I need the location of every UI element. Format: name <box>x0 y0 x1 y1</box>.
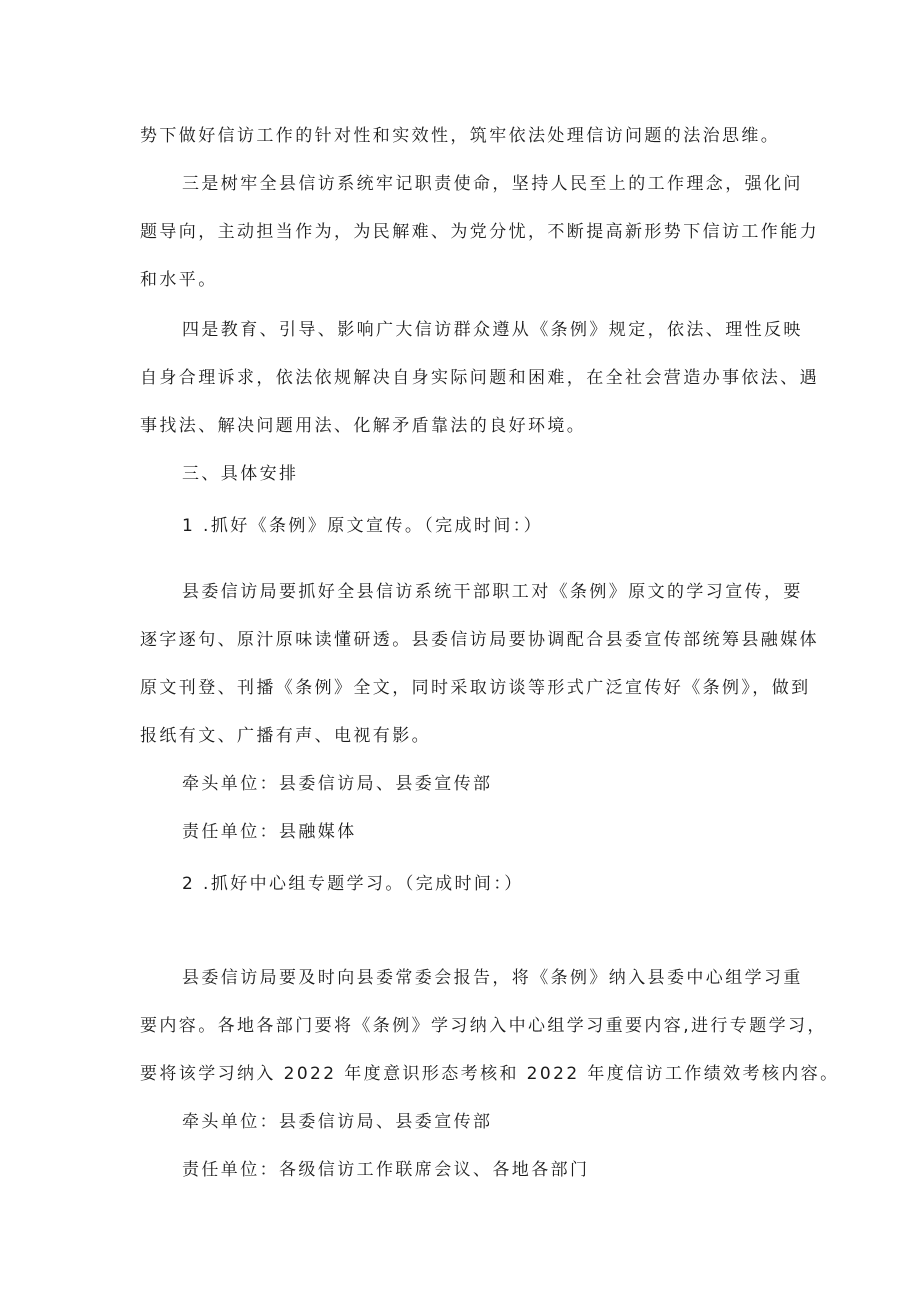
item-title-2: 2 .抓好中心组专题学习。（完成时间：） <box>182 874 524 894</box>
paragraph-line: 和水平。 <box>140 270 218 290</box>
paragraph-line: 县委信访局要抓好全县信访系统干部职工对《条例》原文的学习宣传，要 <box>182 582 803 602</box>
lead-unit-1: 牵头单位：县委信访局、县委宣传部 <box>182 774 493 794</box>
responsible-unit-1: 责任单位：县融媒体 <box>182 822 357 842</box>
paragraph-line: 报纸有文、广播有声、电视有影。 <box>140 726 431 746</box>
item-title-1: 1 .抓好《条例》原文宣传。（完成时间：） <box>182 516 544 536</box>
paragraph-line: 县委信访局要及时向县委常委会报告，将《条例》纳入县委中心组学习重 <box>182 968 803 988</box>
paragraph-line: 势下做好信访工作的针对性和实效性，筑牢依法处理信访问题的法治思维。 <box>140 126 781 146</box>
paragraph-line: 原文刊登、刊播《条例》全文，同时采取访谈等形式广泛宣传好《条例》，做到 <box>140 678 811 698</box>
paragraph-line: 题导向，主动担当作为，为民解难、为党分忧，不断提高新形势下信访工作能力 <box>140 222 819 242</box>
paragraph-line: 逐字逐句、原汁原味读懂研透。县委信访局要协调配合县委宣传部统筹县融媒体 <box>140 630 819 650</box>
responsible-unit-2: 责任单位：各级信访工作联席会议、各地各部门 <box>182 1160 590 1180</box>
paragraph-line: 事找法、解决问题用法、化解矛盾靠法的良好环境。 <box>140 416 587 436</box>
paragraph-line: 四是教育、引导、影响广大信访群众遵从《条例》规定，依法、理性反映 <box>182 320 803 340</box>
lead-unit-2: 牵头单位：县委信访局、县委宣传部 <box>182 1112 493 1132</box>
paragraph-line: 自身合理诉求，依法依规解决自身实际问题和困难，在全社会营造办事依法、遇 <box>140 368 819 388</box>
section-heading: 三、具体安排 <box>182 464 299 484</box>
paragraph-line: 要内容。各地各部门要将《条例》学习纳入中心组学习重要内容,进行专题学习， <box>140 1016 827 1036</box>
paragraph-line: 三是树牢全县信访系统牢记职责使命，坚持人民至上的工作理念，强化问 <box>182 174 803 194</box>
paragraph-line: 要将该学习纳入 2022 年度意识形态考核和 2022 年度信访工作绩效考核内容。 <box>140 1064 840 1084</box>
